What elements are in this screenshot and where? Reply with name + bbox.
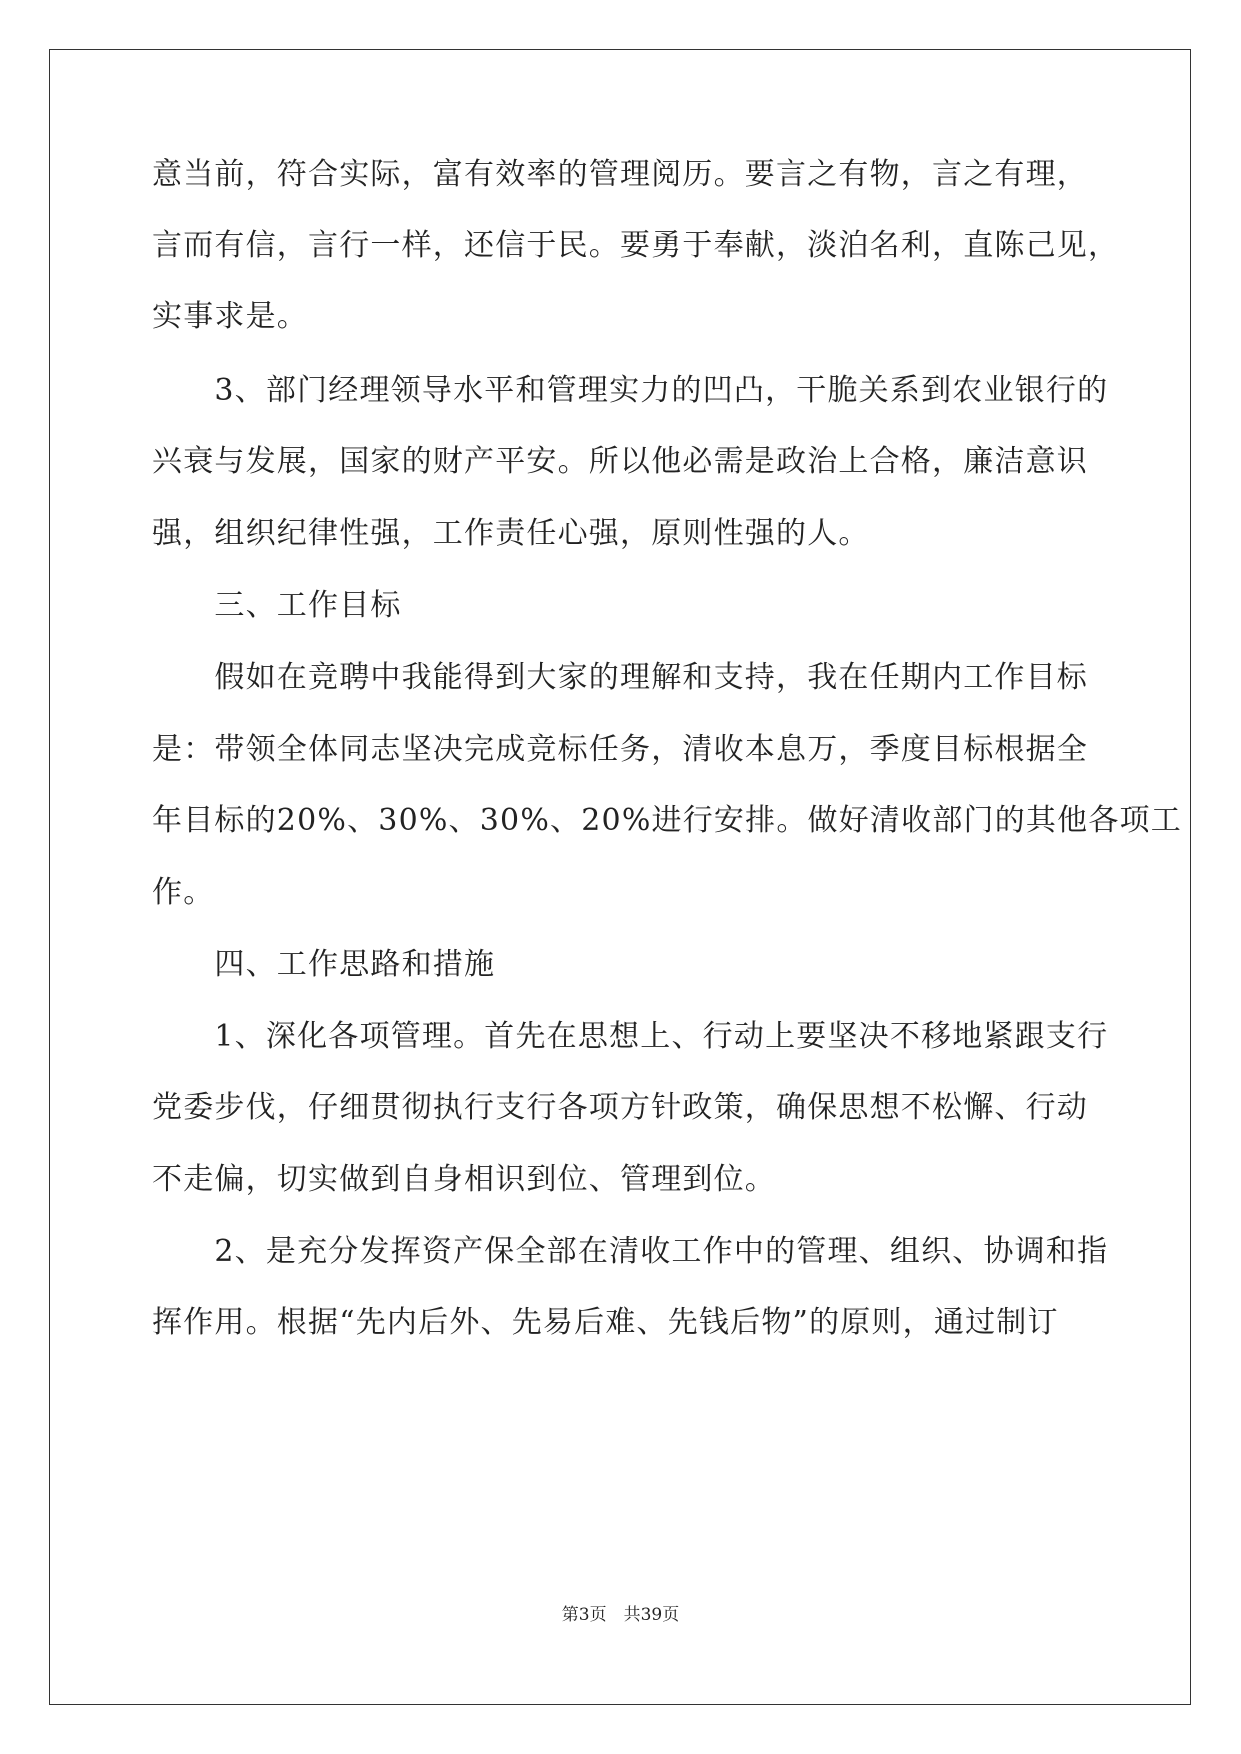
section-heading: 三、工作目标 xyxy=(152,588,402,623)
text-line: 不走偏，切实做到自身相识到位、管理到位。 xyxy=(152,1162,776,1197)
text-line: 意当前，符合实际，富有效率的管理阅历。要言之有物，言之有理， xyxy=(152,157,1088,192)
text-line: 实事求是。 xyxy=(152,299,308,334)
text-line: 言而有信，言行一样，还信于民。要勇于奉献，淡泊名利，直陈己见， xyxy=(152,228,1120,263)
page-number-footer: 第3页 共39页 xyxy=(561,1605,680,1625)
text-line: 2、是充分发挥资产保全部在清收工作中的管理、组织、协调和指 xyxy=(152,1234,1109,1269)
text-line: 假如在竞聘中我能得到大家的理解和支持，我在任期内工作目标 xyxy=(152,660,1088,695)
text-line: 挥作用。根据“先内后外、先易后难、先钱后物”的原则，通过制订 xyxy=(152,1305,1059,1340)
page-border xyxy=(49,49,1191,1705)
text-line: 作。 xyxy=(152,875,215,910)
text-line: 是：带领全体同志坚决完成竞标任务，清收本息万，季度目标根据全 xyxy=(152,732,1088,767)
text-line: 兴衰与发展，国家的财产平安。所以他必需是政治上合格，廉洁意识 xyxy=(152,444,1088,479)
text-line: 党委步伐，仔细贯彻执行支行各项方针政策，确保思想不松懈、行动 xyxy=(152,1090,1088,1125)
text-line: 年目标的20%、30%、30%、20%进行安排。做好清收部门的其他各项工 xyxy=(152,803,1182,838)
text-line: 3、部门经理领导水平和管理实力的凹凸，干脆关系到农业银行的 xyxy=(152,373,1109,408)
section-heading: 四、工作思路和措施 xyxy=(152,947,496,982)
text-line: 1、深化各项管理。首先在思想上、行动上要坚决不移地紧跟支行 xyxy=(152,1019,1109,1054)
text-line: 强，组织纪律性强，工作责任心强，原则性强的人。 xyxy=(152,516,870,551)
